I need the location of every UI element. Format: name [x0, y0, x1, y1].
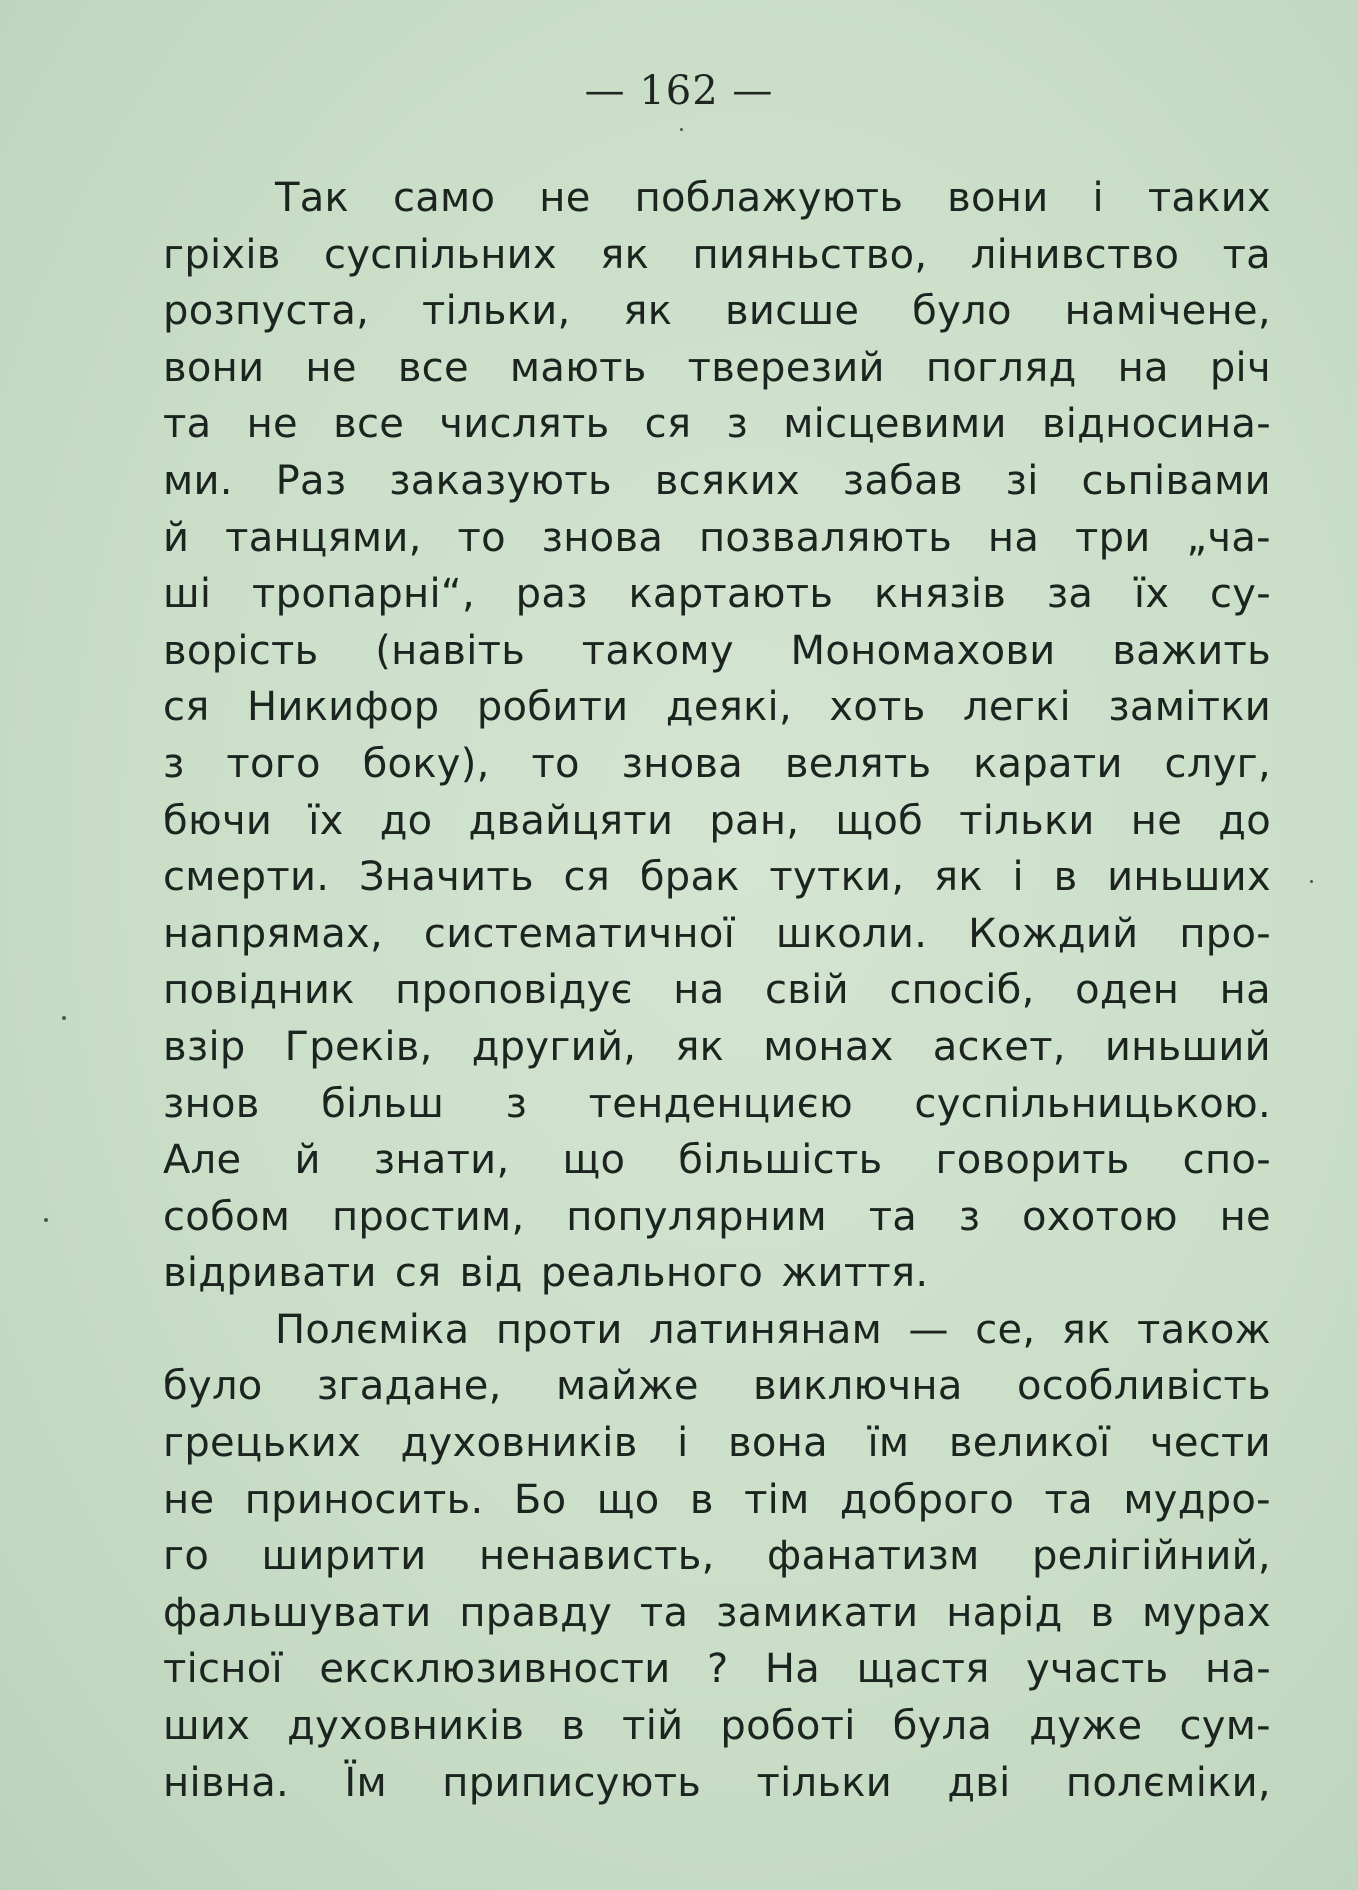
- text-line: [163, 623, 1271, 680]
- word: річ: [1209, 344, 1271, 391]
- word: ся: [644, 401, 692, 448]
- word: Мономахови: [790, 627, 1056, 674]
- word: на-: [1204, 1646, 1271, 1693]
- word: ширити: [261, 1533, 427, 1580]
- word: тенденциєю: [588, 1080, 853, 1127]
- word: иньший: [1104, 1023, 1271, 1070]
- word: все: [333, 401, 405, 448]
- word: про-: [1179, 910, 1271, 957]
- word: до: [379, 797, 433, 844]
- text-line: [163, 340, 1271, 397]
- word: як: [623, 288, 673, 335]
- word: охотою: [1022, 1193, 1178, 1240]
- word: було: [163, 1363, 263, 1410]
- word: їх: [308, 797, 344, 844]
- text-line: [163, 453, 1271, 510]
- word: не: [1130, 797, 1183, 844]
- word: більш: [321, 1080, 445, 1127]
- word: того: [226, 740, 321, 787]
- word: то: [457, 514, 506, 561]
- word: великої: [948, 1420, 1111, 1467]
- word: Але: [163, 1137, 242, 1184]
- word: в: [1090, 1589, 1115, 1636]
- word: як: [675, 1023, 725, 1070]
- word: особливість: [1016, 1363, 1271, 1410]
- word: популярним: [566, 1193, 828, 1240]
- word: дві: [947, 1759, 1011, 1806]
- word: велять: [784, 740, 932, 787]
- word: що: [596, 1476, 660, 1523]
- word: все: [397, 344, 469, 391]
- word: й: [294, 1137, 321, 1184]
- text-line: [163, 1415, 1271, 1472]
- word: дуже: [1029, 1703, 1143, 1750]
- word: сьпівами: [1081, 457, 1271, 504]
- word: згадане,: [316, 1363, 502, 1410]
- word: всяких: [654, 457, 800, 504]
- word: спосіб,: [889, 967, 1035, 1014]
- word: відривати: [163, 1250, 377, 1297]
- word: заказують: [389, 457, 612, 504]
- word: ших: [163, 1703, 251, 1750]
- word: правду: [459, 1589, 613, 1636]
- word: висше: [725, 288, 860, 335]
- word: забав: [842, 457, 963, 504]
- word: на: [1117, 344, 1169, 391]
- word: робити: [476, 684, 629, 731]
- word: тверезий: [687, 344, 885, 391]
- word: як: [1061, 1306, 1111, 1353]
- word: тісної: [163, 1646, 283, 1693]
- word: тільки: [959, 797, 1095, 844]
- word: брак: [639, 854, 740, 901]
- word: такому: [581, 627, 734, 674]
- text-line: [163, 793, 1271, 850]
- word: майже: [555, 1363, 699, 1410]
- word: доброго: [839, 1476, 1015, 1523]
- word: монах: [763, 1023, 894, 1070]
- word: нівна.: [163, 1759, 290, 1806]
- text-line: [163, 1358, 1271, 1415]
- text-line: [163, 736, 1271, 793]
- word: грецьких: [163, 1420, 362, 1467]
- word: щоб: [835, 797, 924, 844]
- word: полєміки,: [1065, 1759, 1271, 1806]
- word: приносить.: [244, 1476, 484, 1523]
- word: го: [163, 1533, 210, 1580]
- word: ненависть,: [479, 1533, 715, 1580]
- word: що: [562, 1137, 626, 1184]
- word: двайцяти: [468, 797, 674, 844]
- word: приписують: [442, 1759, 702, 1806]
- word: замітки: [1108, 684, 1271, 731]
- text-line: [163, 1302, 1271, 1359]
- word: більшість: [678, 1137, 883, 1184]
- text-line: [163, 396, 1271, 453]
- word: також: [1137, 1306, 1271, 1353]
- word: се,: [975, 1306, 1036, 1353]
- word: князів: [873, 571, 1007, 618]
- word: не: [539, 175, 591, 221]
- word: На: [764, 1646, 821, 1693]
- word: танцями,: [225, 514, 422, 561]
- word: проти: [495, 1306, 623, 1353]
- word: не: [246, 401, 298, 448]
- word: собом: [163, 1193, 291, 1240]
- word: поблажують: [634, 175, 904, 221]
- word: (навіть: [375, 627, 526, 674]
- word: пияньство,: [692, 231, 928, 278]
- word: не: [1219, 1193, 1271, 1240]
- word: аскет,: [932, 1023, 1066, 1070]
- word: та: [639, 1589, 689, 1636]
- word: Никифор: [247, 684, 440, 731]
- word: иньших: [1107, 854, 1271, 901]
- word: тропарні“,: [252, 571, 475, 618]
- word: і: [1012, 854, 1024, 901]
- word: і: [1092, 175, 1104, 221]
- word: хоть: [829, 684, 926, 731]
- word: духовників: [400, 1420, 638, 1467]
- word: мають: [509, 344, 647, 391]
- word: важить: [1112, 627, 1271, 674]
- word: зі: [1005, 457, 1039, 504]
- word: лінивство: [970, 231, 1180, 278]
- word: місцевими: [783, 401, 1007, 448]
- word: знов: [163, 1080, 260, 1127]
- word: тій: [622, 1703, 684, 1750]
- text-line: [163, 1641, 1271, 1698]
- word: знати,: [373, 1137, 510, 1184]
- word: їм: [867, 1420, 910, 1467]
- word: су-: [1210, 571, 1271, 618]
- word: Раз: [275, 457, 347, 504]
- word: мудро-: [1123, 1476, 1271, 1523]
- word: в: [689, 1476, 714, 1523]
- word: „ча-: [1186, 514, 1271, 561]
- word: таких: [1147, 175, 1271, 221]
- word: виключна: [753, 1363, 963, 1410]
- text-line: [163, 1585, 1271, 1642]
- word: смерти.: [163, 854, 330, 901]
- word: оден: [1075, 967, 1180, 1014]
- word: до: [1218, 797, 1271, 844]
- word: від: [459, 1250, 523, 1297]
- word: ся: [163, 684, 210, 731]
- word: фальшувати: [163, 1589, 432, 1636]
- word: Полєміка: [275, 1306, 470, 1353]
- text-line: [163, 283, 1271, 340]
- page-speck: [680, 128, 683, 131]
- word: погляд: [925, 344, 1077, 391]
- page-number: — 162 —: [584, 68, 774, 114]
- word: латинянам: [649, 1306, 883, 1353]
- text-line: [163, 566, 1271, 623]
- word: тільки: [756, 1759, 893, 1806]
- word: участь: [1026, 1646, 1169, 1693]
- word: то: [531, 740, 580, 787]
- word: три: [1075, 514, 1151, 561]
- word: вони: [163, 344, 265, 391]
- text-line: [163, 227, 1271, 284]
- text-line: [163, 1755, 1271, 1812]
- text-line: [163, 1472, 1271, 1529]
- word: взір: [163, 1023, 246, 1070]
- word: в: [561, 1703, 586, 1750]
- word: намічене,: [1064, 288, 1271, 335]
- word: з: [958, 1193, 981, 1240]
- word: не: [305, 344, 357, 391]
- word: їх: [1133, 571, 1170, 618]
- word: вона: [728, 1420, 828, 1467]
- word: ші: [163, 571, 212, 618]
- page-speck: [1310, 880, 1313, 883]
- word: —: [908, 1306, 949, 1353]
- word: тім: [744, 1476, 810, 1523]
- text-line: [163, 1528, 1271, 1585]
- word: мурах: [1142, 1589, 1271, 1636]
- word: позваляють: [698, 514, 953, 561]
- word: з: [505, 1080, 528, 1127]
- word: відносина-: [1041, 401, 1271, 448]
- word: та: [1044, 1476, 1093, 1523]
- word: гріхів: [163, 231, 281, 278]
- word: ексклюзивности: [319, 1646, 671, 1693]
- text-line: [163, 1076, 1271, 1133]
- word: слуг,: [1164, 740, 1271, 787]
- word: нарід: [946, 1589, 1063, 1636]
- word: ?: [706, 1646, 729, 1693]
- word: за: [1046, 571, 1094, 618]
- word: ся: [563, 854, 611, 901]
- text-line: [163, 962, 1271, 1019]
- word: чести: [1149, 1420, 1271, 1467]
- word: Кождий: [968, 910, 1139, 957]
- word: картають: [628, 571, 834, 618]
- word: повідник: [163, 967, 355, 1014]
- text-line: [163, 1132, 1271, 1189]
- word: спо-: [1182, 1137, 1271, 1184]
- page-speck: [62, 1016, 66, 1020]
- word: в: [1053, 854, 1078, 901]
- word: простим,: [331, 1193, 525, 1240]
- text-line: [163, 1019, 1271, 1076]
- word: числять: [439, 401, 610, 448]
- page-speck: [44, 1218, 48, 1222]
- word: й: [163, 514, 190, 561]
- word: тільки,: [422, 288, 571, 335]
- word: життя.: [781, 1250, 929, 1297]
- word: розпуста,: [163, 288, 370, 335]
- word: та: [1222, 231, 1271, 278]
- word: на: [987, 514, 1040, 561]
- word: замикати: [716, 1589, 919, 1636]
- word: та: [163, 401, 212, 448]
- word: тутки,: [769, 854, 905, 901]
- word: було: [912, 288, 1012, 335]
- text-line: [163, 679, 1271, 736]
- word: суспільницькою.: [914, 1080, 1271, 1127]
- word: з: [163, 740, 185, 787]
- word: говорить: [935, 1137, 1130, 1184]
- word: вони: [947, 175, 1049, 221]
- word: знова: [541, 514, 664, 561]
- word: ран,: [709, 797, 800, 844]
- word: не: [163, 1476, 215, 1523]
- word: деякі,: [665, 684, 792, 731]
- text-line: [163, 170, 1271, 227]
- word: і: [677, 1420, 689, 1467]
- word: проповідує: [395, 967, 633, 1014]
- word: щастя: [856, 1646, 990, 1693]
- word: Так: [275, 175, 350, 221]
- word: на: [1219, 967, 1271, 1014]
- word: ворість: [163, 627, 319, 674]
- word: реального: [540, 1250, 764, 1297]
- word: знова: [621, 740, 744, 787]
- text-line: [163, 1245, 1271, 1302]
- text-line: [163, 1189, 1271, 1246]
- word: ся: [394, 1250, 442, 1297]
- word: сум-: [1179, 1703, 1271, 1750]
- word: Греків,: [284, 1023, 433, 1070]
- word: фанатизм: [767, 1533, 980, 1580]
- text-line: [163, 1698, 1271, 1755]
- word: Значить: [358, 854, 534, 901]
- word: легкі: [963, 684, 1071, 731]
- body-text: [163, 170, 1271, 1811]
- text-line: [163, 510, 1271, 567]
- word: суспільних: [324, 231, 557, 278]
- word: та: [868, 1193, 918, 1240]
- word: ми.: [163, 457, 233, 504]
- word: духовників: [287, 1703, 525, 1750]
- word: школи.: [775, 910, 928, 957]
- word: з: [726, 401, 749, 448]
- word: раз: [515, 571, 588, 618]
- word: релігійний,: [1031, 1533, 1271, 1580]
- word: на: [673, 967, 725, 1014]
- word: карати: [973, 740, 1123, 787]
- word: Бо: [513, 1476, 567, 1523]
- word: роботі: [720, 1703, 856, 1750]
- word: була: [892, 1703, 993, 1750]
- word: як: [934, 854, 983, 901]
- word: як: [600, 231, 650, 278]
- word: боку),: [362, 740, 490, 787]
- word: напрямах,: [163, 910, 384, 957]
- word: само: [392, 175, 496, 221]
- word: бючи: [163, 797, 273, 844]
- text-line: [163, 849, 1271, 906]
- word: свій: [765, 967, 849, 1014]
- word: другий,: [471, 1023, 637, 1070]
- word: Їм: [344, 1759, 387, 1806]
- word: систематичної: [423, 910, 736, 957]
- text-line: [163, 906, 1271, 963]
